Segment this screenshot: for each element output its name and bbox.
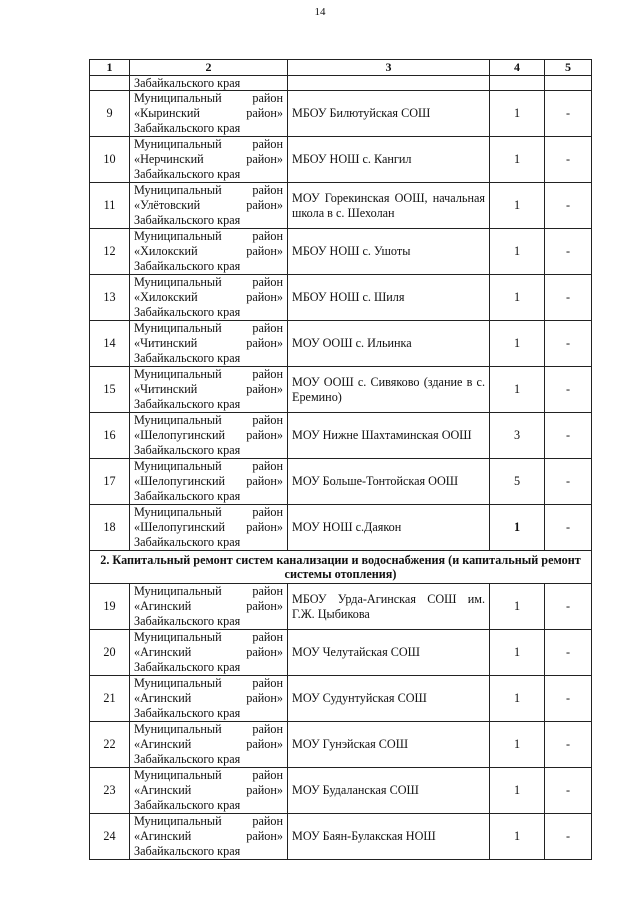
district-cell: Муниципальный район «Агинский район» Забайкальского края — [130, 722, 288, 768]
dash-cell: - — [545, 367, 592, 413]
header-col-4: 4 — [490, 60, 545, 76]
count-cell: 1 — [490, 630, 545, 676]
continuation-num — [90, 76, 130, 91]
school-cell: МБОУ НОШ с. Ушоты — [288, 229, 490, 275]
table-row — [90, 459, 592, 505]
row-number: 12 — [90, 229, 130, 275]
row-number: 9 — [90, 91, 130, 137]
row-number: 14 — [90, 321, 130, 367]
table-row — [90, 630, 592, 676]
district-cell: Муниципальный район «Агинский район» Забайкальского края — [130, 768, 288, 814]
table-row — [90, 722, 592, 768]
row-number: 22 — [90, 722, 130, 768]
school-cell: МБОУ НОШ с. Шиля — [288, 275, 490, 321]
dash-cell: - — [545, 722, 592, 768]
dash-cell: - — [545, 505, 592, 551]
count-cell: 1 — [490, 814, 545, 860]
dash-cell: - — [545, 183, 592, 229]
district-cell: Муниципальный район «Агинский район» Забайкальского края — [130, 630, 288, 676]
dash-cell: - — [545, 321, 592, 367]
count-cell: 1 — [490, 505, 545, 551]
district-cell: Муниципальный район «Агинский район» Забайкальского края — [130, 584, 288, 630]
school-cell: МОУ Челутайская СОШ — [288, 630, 490, 676]
district-cell: Муниципальный район «Шелопугинский район» Забайкальского края — [130, 505, 288, 551]
school-cell: МОУ Будаланская СОШ — [288, 768, 490, 814]
table-row — [90, 137, 592, 183]
district-cell: Муниципальный район «Нерчинский район» Забайкальского края — [130, 137, 288, 183]
count-cell: 1 — [490, 584, 545, 630]
district-cell: Муниципальный район «Шелопугинский район» Забайкальского края — [130, 459, 288, 505]
row-number: 24 — [90, 814, 130, 860]
count-cell: 1 — [490, 321, 545, 367]
row-number: 13 — [90, 275, 130, 321]
school-cell: МОУ ООШ с. Сивяково (здание в с. Еремино) — [288, 367, 490, 413]
district-cell: Муниципальный район «Агинский район» Забайкальского края — [130, 676, 288, 722]
dash-cell: - — [545, 630, 592, 676]
header-col-2: 2 — [130, 60, 288, 76]
table-row — [90, 367, 592, 413]
dash-cell: - — [545, 229, 592, 275]
dash-cell: - — [545, 275, 592, 321]
district-cell: Муниципальный район «Читинский район» Забайкальского края — [130, 321, 288, 367]
row-number: 21 — [90, 676, 130, 722]
count-cell: 1 — [490, 275, 545, 321]
header-col-3: 3 — [288, 60, 490, 76]
continuation-district: Забайкальского края — [130, 76, 288, 91]
header-col-5: 5 — [545, 60, 592, 76]
row-number: 18 — [90, 505, 130, 551]
district-cell: Муниципальный район «Шелопугинский район» Забайкальского края — [130, 413, 288, 459]
count-cell: 1 — [490, 367, 545, 413]
school-cell: МОУ Баян-Булакская НОШ — [288, 814, 490, 860]
row-number: 20 — [90, 630, 130, 676]
district-cell: Муниципальный район «Хилокский район» Забайкальского края — [130, 275, 288, 321]
dash-cell: - — [545, 676, 592, 722]
page-number: 14 — [314, 6, 326, 18]
count-cell: 1 — [490, 768, 545, 814]
table-row — [90, 768, 592, 814]
section-heading: 2. Капитальный ремонт систем канализации и водоснабжения (и капитальный ремонт системы отопления) — [90, 551, 592, 584]
dash-cell: - — [545, 459, 592, 505]
row-number: 19 — [90, 584, 130, 630]
table-row — [90, 584, 592, 630]
dash-cell: - — [545, 137, 592, 183]
continuation-school — [288, 76, 490, 91]
school-cell: МБОУ НОШ с. Кангил — [288, 137, 490, 183]
district-cell: Муниципальный район «Читинский район» Забайкальского края — [130, 367, 288, 413]
header-col-1: 1 — [90, 60, 130, 76]
district-cell: Муниципальный район «Кыринский район» Забайкальского края — [130, 91, 288, 137]
dash-cell: - — [545, 584, 592, 630]
continuation-count — [490, 76, 545, 91]
count-cell: 1 — [490, 91, 545, 137]
count-cell: 1 — [490, 722, 545, 768]
table-row — [90, 183, 592, 229]
table-header-row — [90, 60, 592, 76]
row-number: 16 — [90, 413, 130, 459]
count-cell: 3 — [490, 413, 545, 459]
dash-cell: - — [545, 413, 592, 459]
table-row — [90, 676, 592, 722]
school-cell: МОУ Горекинская ООШ, начальная школа в с. Шехолан — [288, 183, 490, 229]
table-row — [90, 91, 592, 137]
table-row — [90, 413, 592, 459]
count-cell: 1 — [490, 183, 545, 229]
count-cell: 1 — [490, 229, 545, 275]
district-cell: Муниципальный район «Агинский район» Забайкальского края — [130, 814, 288, 860]
table-body — [90, 76, 592, 860]
dash-cell: - — [545, 768, 592, 814]
continuation-row — [90, 76, 592, 91]
row-number: 23 — [90, 768, 130, 814]
district-cell: Муниципальный район «Улётовский район» Забайкальского края — [130, 183, 288, 229]
row-number: 10 — [90, 137, 130, 183]
section-heading-row — [90, 551, 592, 584]
district-cell: Муниципальный район «Хилокский район» Забайкальского края — [130, 229, 288, 275]
school-cell: МОУ Гунэйская СОШ — [288, 722, 490, 768]
school-cell: МОУ НОШ с.Даякон — [288, 505, 490, 551]
continuation-dash — [545, 76, 592, 91]
count-cell: 5 — [490, 459, 545, 505]
table-row — [90, 321, 592, 367]
school-cell: МОУ Нижне Шахтаминская ООШ — [288, 413, 490, 459]
table-row — [90, 275, 592, 321]
row-number: 11 — [90, 183, 130, 229]
count-cell: 1 — [490, 137, 545, 183]
schools-table — [89, 59, 592, 860]
row-number: 15 — [90, 367, 130, 413]
school-cell: МБОУ Урда-Агинская СОШ им. Г.Ж. Цыбикова — [288, 584, 490, 630]
dash-cell: - — [545, 814, 592, 860]
table-row — [90, 505, 592, 551]
school-cell: МОУ ООШ с. Ильинка — [288, 321, 490, 367]
school-cell: МОУ Судунтуйская СОШ — [288, 676, 490, 722]
table-row — [90, 229, 592, 275]
count-cell: 1 — [490, 676, 545, 722]
table-row — [90, 814, 592, 860]
row-number: 17 — [90, 459, 130, 505]
school-cell: МОУ Больше-Тонтойская ООШ — [288, 459, 490, 505]
dash-cell: - — [545, 91, 592, 137]
school-cell: МБОУ Билютуйская СОШ — [288, 91, 490, 137]
